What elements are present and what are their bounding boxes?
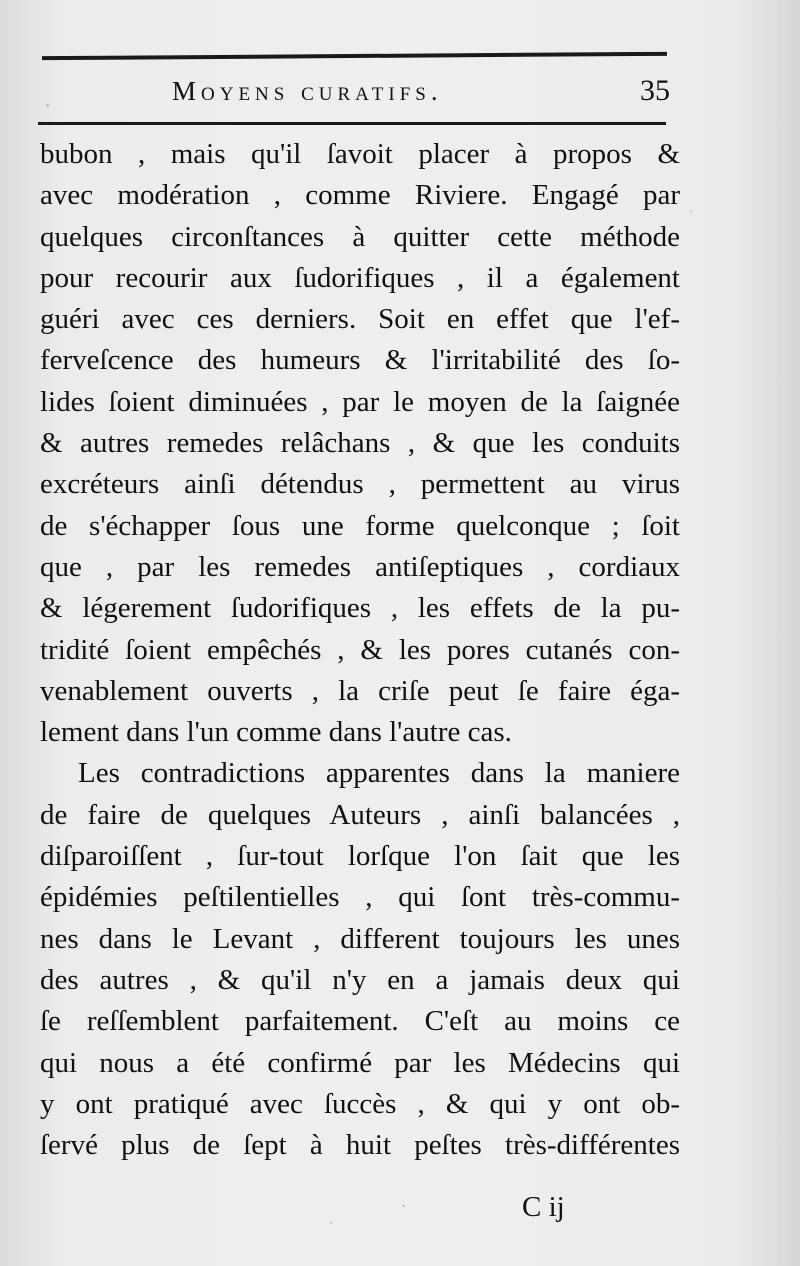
text-line: lement dans l'un comme dans l'autre cas.: [40, 716, 512, 749]
text-line: venablement ouverts , la criſe peut ſe faire éga-: [40, 674, 680, 707]
text-line: guéri avec ces derniers. Soit en effet que l'ef-: [40, 303, 680, 336]
header-bottom-rule: [38, 122, 666, 125]
text-line: quelques circonſtances à quitter cette méthode: [40, 220, 680, 253]
text-line: tridité ſoient empêchés , & les pores cutanés con-: [40, 633, 680, 666]
signature-mark: C ij: [522, 1191, 565, 1223]
text-line: excréteurs ainſi détendus , permettent au virus: [40, 468, 680, 501]
text-line: de faire de quelques Auteurs , ainſi balancées ,: [40, 798, 680, 831]
text-line: ferveſcence des humeurs & l'irritabilité des ſo-: [40, 344, 680, 377]
running-head: Moyens curatifs.: [172, 76, 443, 106]
text-line: que , par les remedes antiſeptiques , cordiaux: [40, 550, 680, 583]
text-line: avec modération , comme Riviere. Engagé par: [40, 179, 680, 212]
text-line: qui nous a été confirmé par les Médecins qui: [40, 1046, 680, 1079]
paper-speck: [690, 210, 692, 212]
text-line: des autres , & qu'il n'y en a jamais deux qui: [40, 963, 680, 996]
text-line: épidémies peſtilentielles , qui ſont très-commu-: [40, 881, 680, 914]
text-line: & légerement ſudorifiques , les effets de la pu-: [40, 592, 680, 625]
text-line: ſervé plus de ſept à huit peſtes très-différentes: [40, 1129, 680, 1162]
paper-speck: [330, 1222, 332, 1224]
text-line: pour recourir aux ſudorifiques , il a également: [40, 261, 680, 294]
paper-speck: [402, 1205, 405, 1207]
text-line: y ont pratiqué avec ſuccès , & qui y ont ob-: [40, 1087, 680, 1120]
paper-speck: [46, 104, 49, 107]
text-line: & autres remedes relâchans , & que les conduits: [40, 427, 680, 460]
text-line: de s'échapper ſous une forme quelconque ; ſoit: [40, 509, 680, 542]
text-line: Les contradictions apparentes dans la maniere: [78, 757, 680, 790]
text-line: lides ſoient diminuées , par le moyen de la ſaignée: [40, 385, 680, 418]
text-line: bubon , mais qu'il ſavoit placer à propos &: [40, 138, 680, 170]
text-line: diſparoiſſent , ſur-tout lorſque l'on ſait que les: [40, 840, 680, 873]
header-top-rule: [42, 52, 667, 60]
text-line: ſe reſſemblent parfaitement. C'eſt au moins ce: [40, 1005, 680, 1038]
page-number: 35: [640, 74, 670, 107]
body-text: [40, 134, 680, 1166]
text-line: nes dans le Levant , different toujours les unes: [40, 922, 680, 955]
